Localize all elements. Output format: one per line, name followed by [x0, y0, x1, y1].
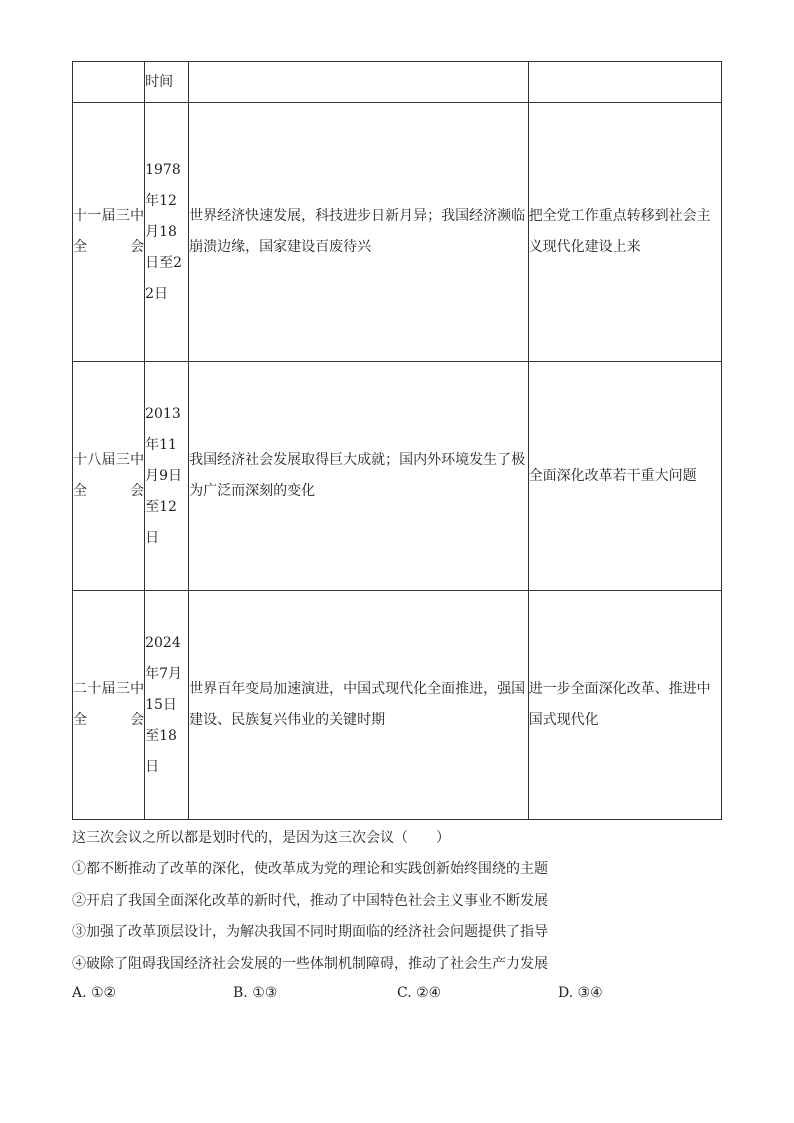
header-cell-meeting [73, 62, 145, 103]
header-cell-task [528, 62, 721, 103]
meeting-name: 二十届三中全会 [73, 681, 145, 728]
question-stem: 这三次会议之所以都是划时代的，是因为这三次会议（ ） [72, 830, 450, 846]
table-row [73, 103, 722, 362]
table-row [73, 591, 722, 820]
meeting-name: 十一届三中全会 [73, 208, 145, 255]
meeting-name-cell [73, 103, 145, 362]
header-cell-time: 时间 [145, 62, 189, 103]
meeting-time: 2024年7月15日至18日 [145, 634, 183, 775]
meeting-time-cell [145, 103, 189, 362]
option-c[interactable]: C. ②④ [397, 985, 442, 1001]
meeting-name-cell [73, 591, 145, 820]
meeting-task: 把全党工作重点转移到社会主义现代化建设上来 [528, 103, 721, 362]
statement-1: ①都不断推动了改革的深化，使改革成为党的理论和实践创新始终围绕的主题 [72, 861, 548, 877]
meeting-background: 世界百年变局加速演进，中国式现代化全面推进，强国建设、民族复兴伟业的关键时期 [189, 591, 529, 820]
statement-4: ④破除了阻碍我国经济社会发展的一些体制机制障碍，推动了社会生产力发展 [72, 956, 548, 972]
meeting-task: 进一步全面深化改革、推进中国式现代化 [528, 591, 721, 820]
table-header-row [73, 62, 722, 103]
meeting-name-cell [73, 362, 145, 591]
meeting-task: 全面深化改革若干重大问题 [528, 362, 721, 591]
option-d[interactable]: D. ③④ [558, 985, 603, 1001]
meeting-time: 1978年12月18日至22日 [145, 161, 183, 302]
answer-options [72, 985, 722, 1005]
statement-3: ③加强了改革顶层设计，为解决我国不同时期面临的经济社会问题提供了指导 [72, 924, 548, 940]
meeting-time-cell [145, 591, 189, 820]
table-row [73, 362, 722, 591]
meeting-background: 世界经济快速发展，科技进步日新月异；我国经济濒临崩溃边缘，国家建设百废待兴 [189, 103, 529, 362]
header-cell-background [189, 62, 529, 103]
option-a[interactable]: A. ①② [72, 985, 117, 1001]
meetings-table [72, 61, 722, 820]
meeting-time-cell [145, 362, 189, 591]
option-b[interactable]: B. ①③ [233, 985, 278, 1001]
statement-2: ②开启了我国全面深化改革的新时代，推动了中国特色社会主义事业不断发展 [72, 893, 548, 909]
meeting-name: 十八届三中全会 [73, 452, 145, 499]
meeting-time: 2013年11月9日至12日 [145, 405, 183, 546]
meeting-background: 我国经济社会发展取得巨大成就；国内外环境发生了极为广泛而深刻的变化 [189, 362, 529, 591]
